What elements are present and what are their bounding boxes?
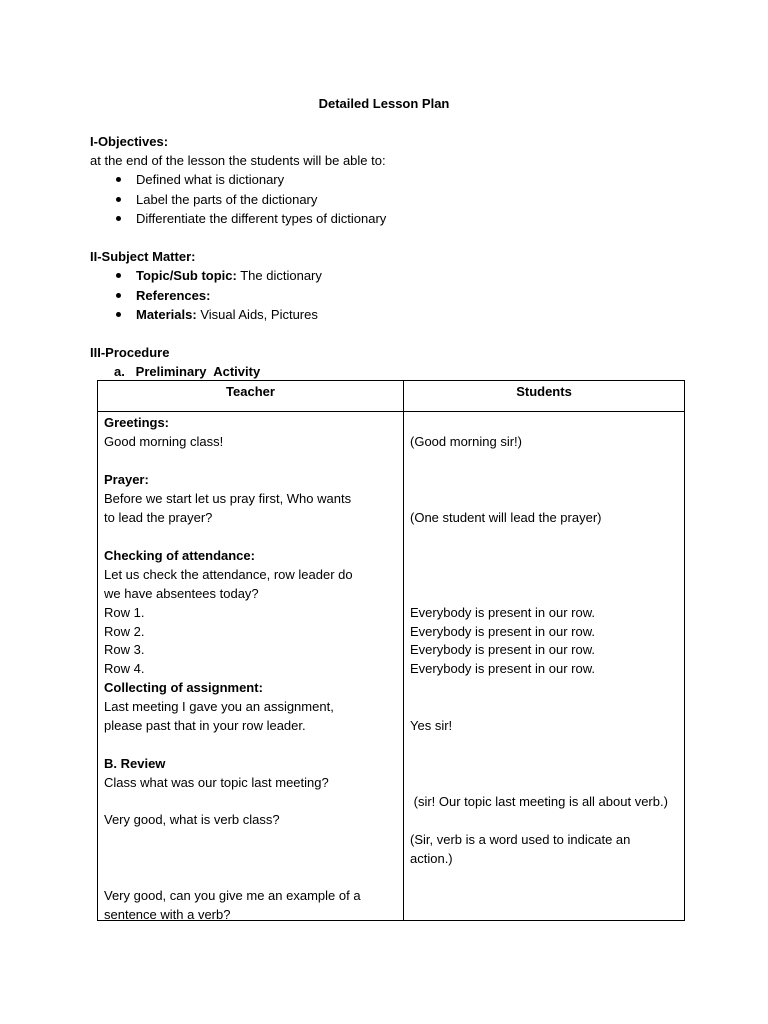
objectives-heading: I-Objectives: (90, 134, 169, 149)
procedure-heading: III-Procedure (90, 345, 170, 360)
subject-matter-heading: II-Subject Matter: (90, 249, 196, 264)
objectives-intro: at the end of the lesson the students will be able to: (90, 153, 386, 168)
item-value: Visual Aids, Pictures (196, 307, 318, 322)
teacher-line: Checking of attendance: (104, 548, 255, 563)
subject-matter-list (114, 266, 322, 325)
document-title: Detailed Lesson Plan (318, 96, 450, 111)
teacher-line: Before we start let us pray first, Who wants (104, 491, 352, 506)
list-item (114, 305, 322, 325)
students-column-header: Students (404, 381, 685, 412)
item-label: References: (136, 287, 211, 303)
table-row (98, 412, 685, 921)
teacher-line: sentence with a verb? (104, 907, 231, 922)
teacher-line: Row 4. (104, 661, 145, 676)
list-item: Label the parts of the dictionary (114, 190, 386, 210)
student-line: (sir! Our topic last meeting is all about verb.) (410, 794, 668, 809)
teacher-line: Very good, can you give me an example of a (104, 888, 361, 903)
teacher-line: Prayer: (104, 472, 149, 487)
teacher-line: Class what was our topic last meeting? (104, 775, 329, 790)
student-line: action.) (410, 851, 453, 866)
student-line: (Good morning sir!) (410, 434, 522, 449)
item-label: Topic/Sub topic: (136, 268, 237, 283)
list-item: Defined what is dictionary (114, 170, 386, 190)
teacher-line: Very good, what is verb class? (104, 812, 280, 827)
procedure-subheading: a. Preliminary Activity (114, 364, 261, 379)
student-line: (One student will lead the prayer) (410, 510, 602, 525)
item-label: Materials: (136, 307, 197, 322)
teacher-column-header: Teacher (98, 381, 404, 412)
item-value: The dictionary (236, 268, 322, 283)
teacher-line: to lead the prayer? (104, 510, 213, 525)
teacher-line: Good morning class! (104, 434, 224, 449)
student-line: (Sir, verb is a word used to indicate an (410, 832, 631, 847)
procedure-table (97, 380, 685, 921)
teacher-line: Row 2. (104, 624, 145, 639)
teacher-line: Let us check the attendance, row leader do (104, 567, 353, 582)
student-line: Everybody is present in our row. (410, 624, 595, 639)
teacher-line: Last meeting I gave you an assignment, (104, 699, 334, 714)
teacher-line: B. Review (104, 756, 166, 771)
list-item: Differentiate the different types of dictionary (114, 209, 386, 229)
teacher-line: Row 3. (104, 642, 145, 657)
objectives-list (114, 170, 386, 229)
teacher-line: we have absentees today? (104, 586, 259, 601)
student-line: Everybody is present in our row. (410, 661, 595, 676)
list-item (114, 286, 322, 306)
teacher-line: Greetings: (104, 415, 170, 430)
student-line: Everybody is present in our row. (410, 605, 595, 620)
student-line: Everybody is present in our row. (410, 642, 595, 657)
teacher-line: please past that in your row leader. (104, 718, 306, 733)
teacher-line: Row 1. (104, 605, 145, 620)
list-item (114, 266, 322, 286)
teacher-cell (98, 412, 404, 921)
student-line: Yes sir! (410, 718, 453, 733)
table-header-row (98, 381, 685, 412)
students-cell (404, 412, 685, 921)
teacher-line: Collecting of assignment: (104, 680, 263, 695)
